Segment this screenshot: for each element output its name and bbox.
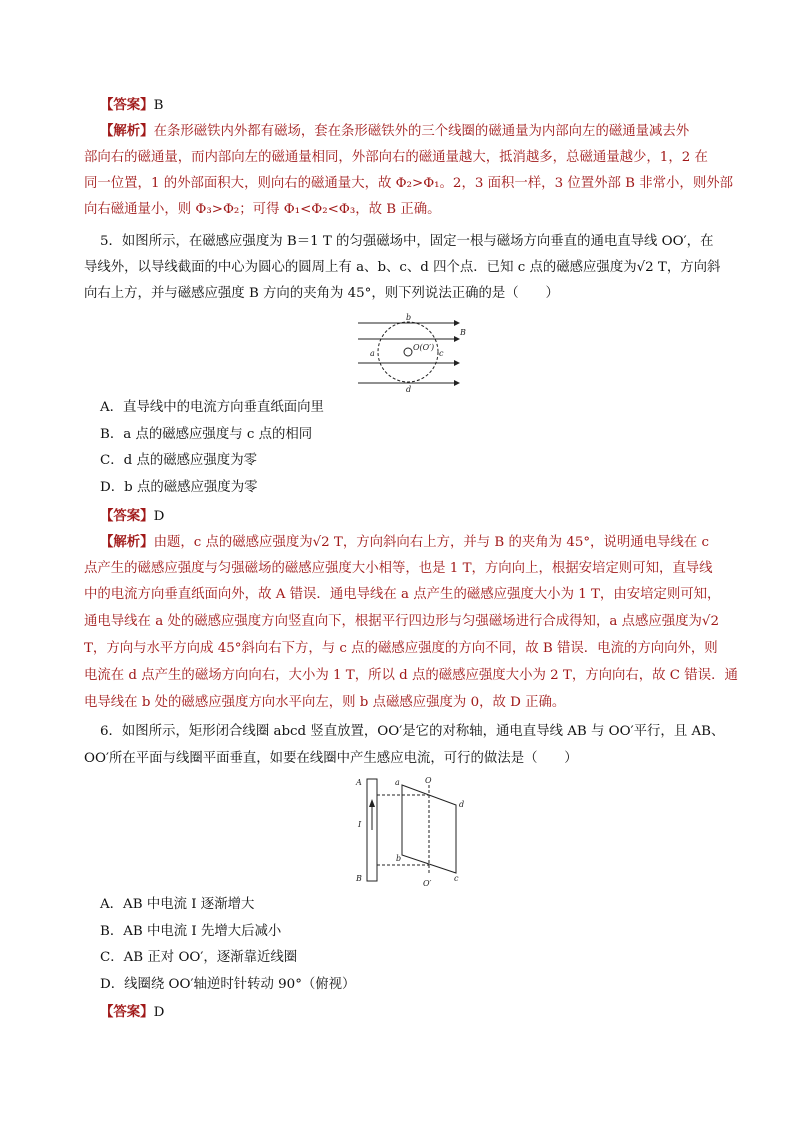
- q5-option-b: B．a 点的磁感应强度与 c 点的相同: [100, 427, 313, 442]
- q5-option-a: A．直导线中的电流方向垂直纸面向里: [100, 400, 324, 415]
- label-a: a: [370, 349, 375, 358]
- answer-label: 【答案】: [100, 1004, 154, 1020]
- rectangular-coil: [402, 785, 456, 873]
- q5-analysis-line-5: T，方向与水平方向成 45°斜向右下方，与 c 点的磁感应强度的方向不同，故 B 错误．电流的方向向外，则: [84, 641, 718, 656]
- arrow-head-4: [454, 380, 460, 386]
- q6-option-b: B．AB 中电流 I 先增大后减小: [100, 924, 282, 939]
- q4-analysis-line-1: 【解析】在条形磁铁内外都有磁场，套在条形磁铁外的三个线圈的磁通量为内部向左的磁通量减去外: [100, 123, 690, 139]
- answer-value: D: [153, 509, 165, 524]
- q6-option-a: A．AB 中电流 I 逐渐增大: [100, 897, 255, 912]
- label-d: d: [406, 385, 412, 392]
- q5-analysis-line-4: 通电导线在 a 处的磁感应强度方向竖直向下，根据平行四边形与匀强磁场进行合成得知，a 点感应强度为√2: [84, 614, 719, 629]
- q6-option-d: D．线圈绕 OO′轴逆时针转动 90°（俯视）: [100, 977, 356, 992]
- q6-stem-line-1: 6．如图所示，矩形闭合线圈 abcd 竖直放置，OO′是它的对称轴，通电直导线 AB 与 OO′平行，且 AB、: [100, 724, 725, 739]
- q4-analysis-line-4: 向右磁通量小，则 Φ₃>Φ₂；可得 Φ₁<Φ₂<Φ₃，故 B 正确。: [84, 202, 441, 217]
- answer-value: B: [153, 98, 164, 113]
- label-c: c: [439, 349, 444, 358]
- q5-analysis-line-6: 电流在 d 点产生的磁场方向向右，大小为 1 T，所以 d 点的磁感应强度大小为 2 T，方向向右，故 C 错误．通: [84, 668, 738, 683]
- label-c: c: [454, 874, 459, 883]
- label-center: O(O′): [413, 343, 435, 352]
- arrow-head-1: [454, 320, 460, 326]
- q6-stem-line-2: OO′所在平面与线圈平面垂直，如要在线圈中产生感应电流，可行的做法是（ ）: [84, 751, 578, 766]
- label-b: b: [396, 854, 402, 863]
- q5-stem-line-1: 5．如图所示，在磁感应强度为 B＝1 T 的匀强磁场中，固定一根与磁场方向垂直的通电直导线 OO′，在: [100, 234, 714, 249]
- label-B: B: [460, 328, 466, 337]
- q5-stem-line-2: 导线外，以导线截面的中心为圆心的圆周上有 a、b、c、d 四个点．已知 c 点的磁感应强度为√2 T，方向斜: [84, 260, 721, 275]
- answer-label: 【答案】: [100, 97, 154, 113]
- q6-option-c: C．AB 正对 OO′，逐渐靠近线圈: [100, 950, 298, 965]
- q4-answer: [100, 95, 724, 116]
- q5-analysis-line-7: 电导线在 b 处的磁感应强度方向水平向左，则 b 点磁感应强度为 0，故 D 正确。: [84, 695, 566, 710]
- label-b: b: [406, 313, 412, 322]
- q5-option-d: D．b 点的磁感应强度为零: [100, 480, 258, 495]
- label-A: A: [356, 778, 362, 787]
- label-O-bottom: O′: [423, 879, 432, 888]
- q5-analysis-line-3: 中的电流方向垂直纸面向外，故 A 错误．通电导线在 a 点产生的磁感应强度大小为 1 T，由安培定则可知，: [84, 587, 721, 602]
- analysis-label: 【解析】: [100, 534, 154, 550]
- label-B: B: [356, 874, 362, 883]
- label-I: I: [358, 820, 362, 829]
- q5-stem-line-3: 向右上方，并与磁感应强度 B 方向的夹角为 45°，则下列说法正确的是（ ）: [84, 286, 559, 301]
- label-d: d: [459, 800, 465, 809]
- answer-label: 【答案】: [100, 508, 154, 524]
- arrow-head-3: [454, 360, 460, 366]
- label-a: a: [395, 778, 400, 787]
- q6-answer: [100, 1002, 724, 1023]
- q5-option-c: C．d 点的磁感应强度为零: [100, 453, 257, 468]
- wire-cross-section: [404, 348, 412, 356]
- analysis-label: 【解析】: [100, 123, 154, 139]
- q5-figure: [350, 312, 470, 392]
- answer-value: D: [153, 1005, 165, 1020]
- current-arrow-head: [369, 799, 375, 807]
- q4-analysis-line-2: 部向右的磁通量，而内部向左的磁通量相同，外部向右的磁通量越大，抵消越多，总磁通量越少，1，2 在: [84, 150, 708, 165]
- q5-analysis-line-2: 点产生的磁感应强度与匀强磁场的磁感应强度大小相等，也是 1 T，方向向上，根据安培定则可知，直导线: [84, 561, 713, 576]
- q6-figure: [350, 775, 470, 890]
- q5-answer: [100, 506, 724, 527]
- q5-analysis-line-1: 【解析】由题，c 点的磁感应强度为√2 T，方向斜向右上方，并与 B 的夹角为 45°，说明通电导线在 c: [100, 534, 709, 550]
- q4-analysis-line-3: 同一位置，1 的外部面积大，则向右的磁通量大，故 Φ₂>Φ₁。2，3 面积一样，3 位置外部 B 非常小，则外部: [84, 176, 733, 191]
- label-O-top: O: [425, 776, 432, 785]
